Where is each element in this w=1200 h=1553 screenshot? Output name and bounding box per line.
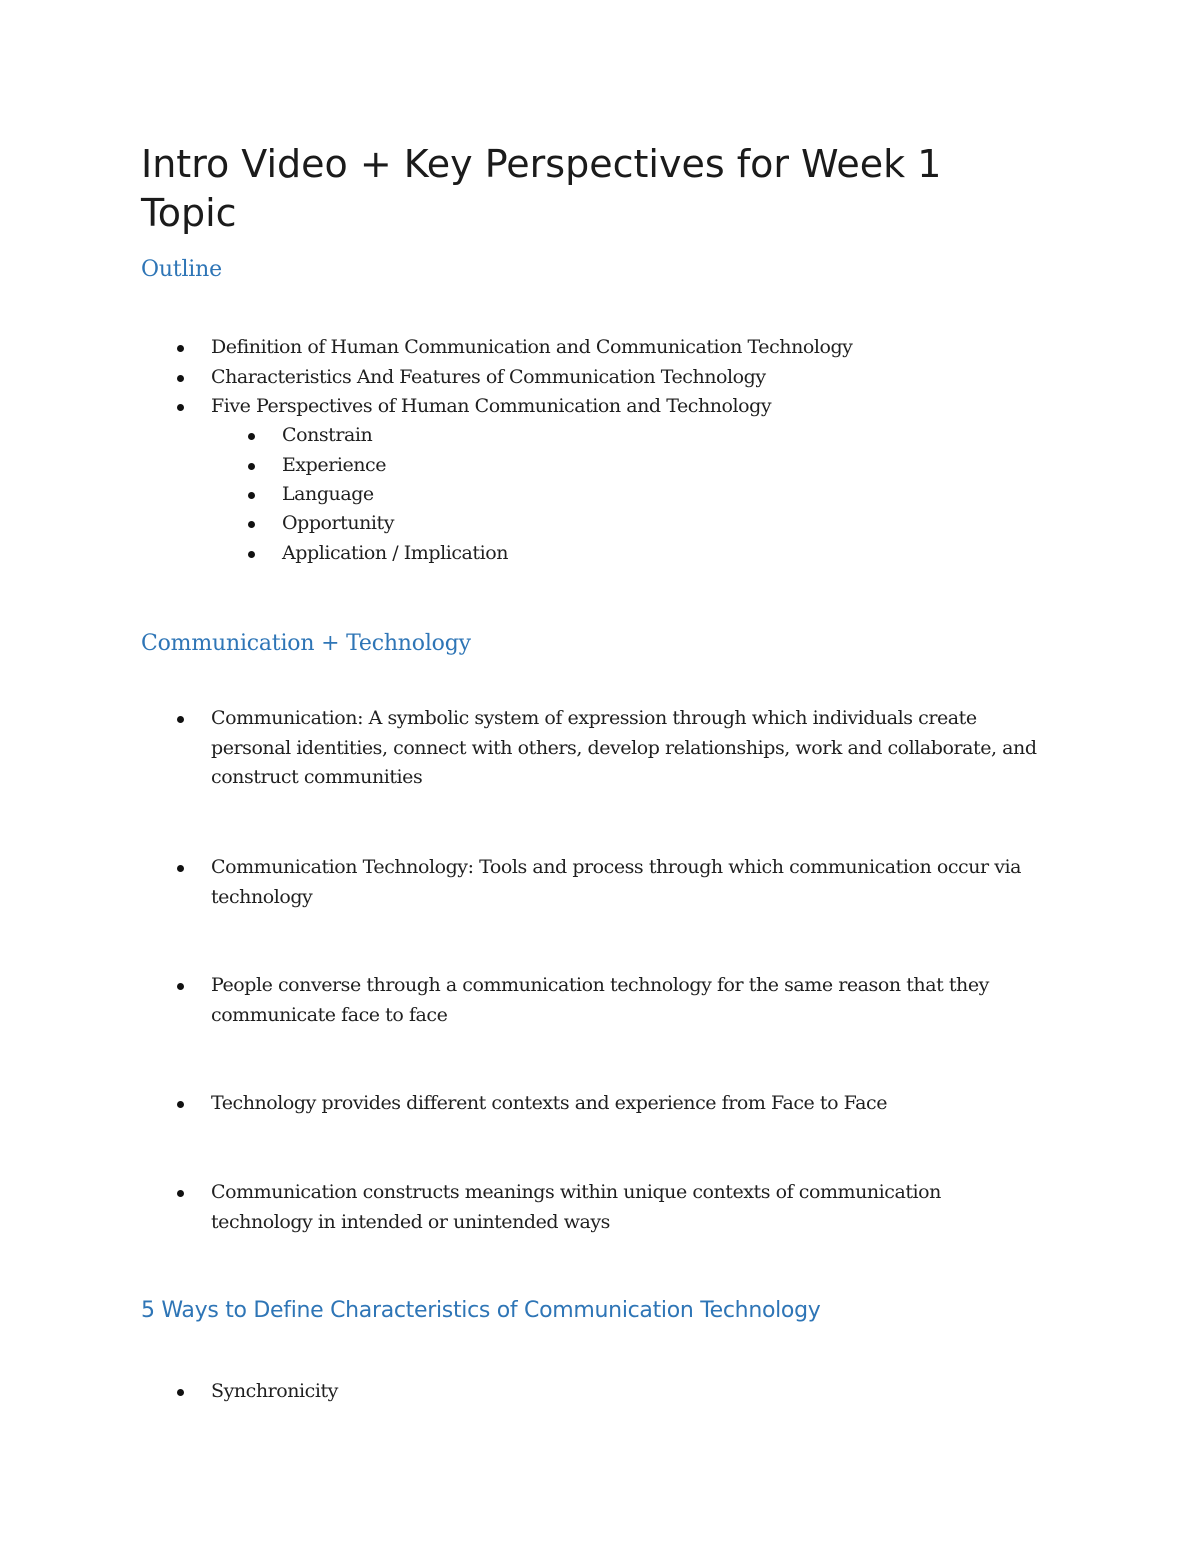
bullet-icon: [177, 1101, 184, 1108]
comm-tech-item: Communication Technology: Tools and process through which communication occur via technology: [211, 856, 1022, 908]
outline-subitem: Experience: [282, 454, 387, 476]
comm-tech-item: Technology provides different contexts and experience from Face to Face: [211, 1092, 887, 1114]
bullet-icon: [248, 551, 255, 558]
bullet-icon: [248, 492, 255, 499]
outline-subitem: Application / Implication: [282, 542, 508, 564]
bullet-icon: [177, 1190, 184, 1197]
bullet-icon: [177, 1389, 184, 1396]
bullet-icon: [177, 375, 184, 382]
bullet-icon: [177, 983, 184, 990]
outline-heading: Outline: [141, 257, 222, 282]
outline-item: Five Perspectives of Human Communication and Technology: [211, 395, 772, 417]
outline-item: Characteristics And Features of Communication Technology: [211, 366, 766, 388]
bullet-icon: [248, 433, 255, 440]
bullet-icon: [177, 345, 184, 352]
outline-subitem: Opportunity: [282, 512, 395, 534]
comm-tech-item: People converse through a communication technology for the same reason that they communicate face to face: [211, 974, 989, 1026]
comm-tech-item: Communication constructs meanings within unique contexts of communication technology in intended or unintended ways: [211, 1181, 941, 1233]
comm-tech-item: Communication: A symbolic system of expression through which individuals create personal identities, connect with others, develop relationships, work and collaborate, and construct communities: [211, 707, 1037, 788]
bullet-icon: [177, 716, 184, 723]
outline-subitem: Constrain: [282, 424, 373, 446]
outline-item: Definition of Human Communication and Communication Technology: [211, 336, 853, 358]
comm-tech-heading: Communication + Technology: [141, 631, 471, 656]
five-ways-item: Synchronicity: [211, 1380, 338, 1402]
five-ways-heading: 5 Ways to Define Characteristics of Communication Technology: [141, 1298, 821, 1323]
bullet-icon: [248, 521, 255, 528]
outline-subitem: Language: [282, 483, 374, 505]
bullet-icon: [177, 865, 184, 872]
bullet-icon: [177, 404, 184, 411]
bullet-icon: [248, 463, 255, 470]
page-title: Intro Video + Key Perspectives for Week 1 Topic: [141, 142, 942, 235]
